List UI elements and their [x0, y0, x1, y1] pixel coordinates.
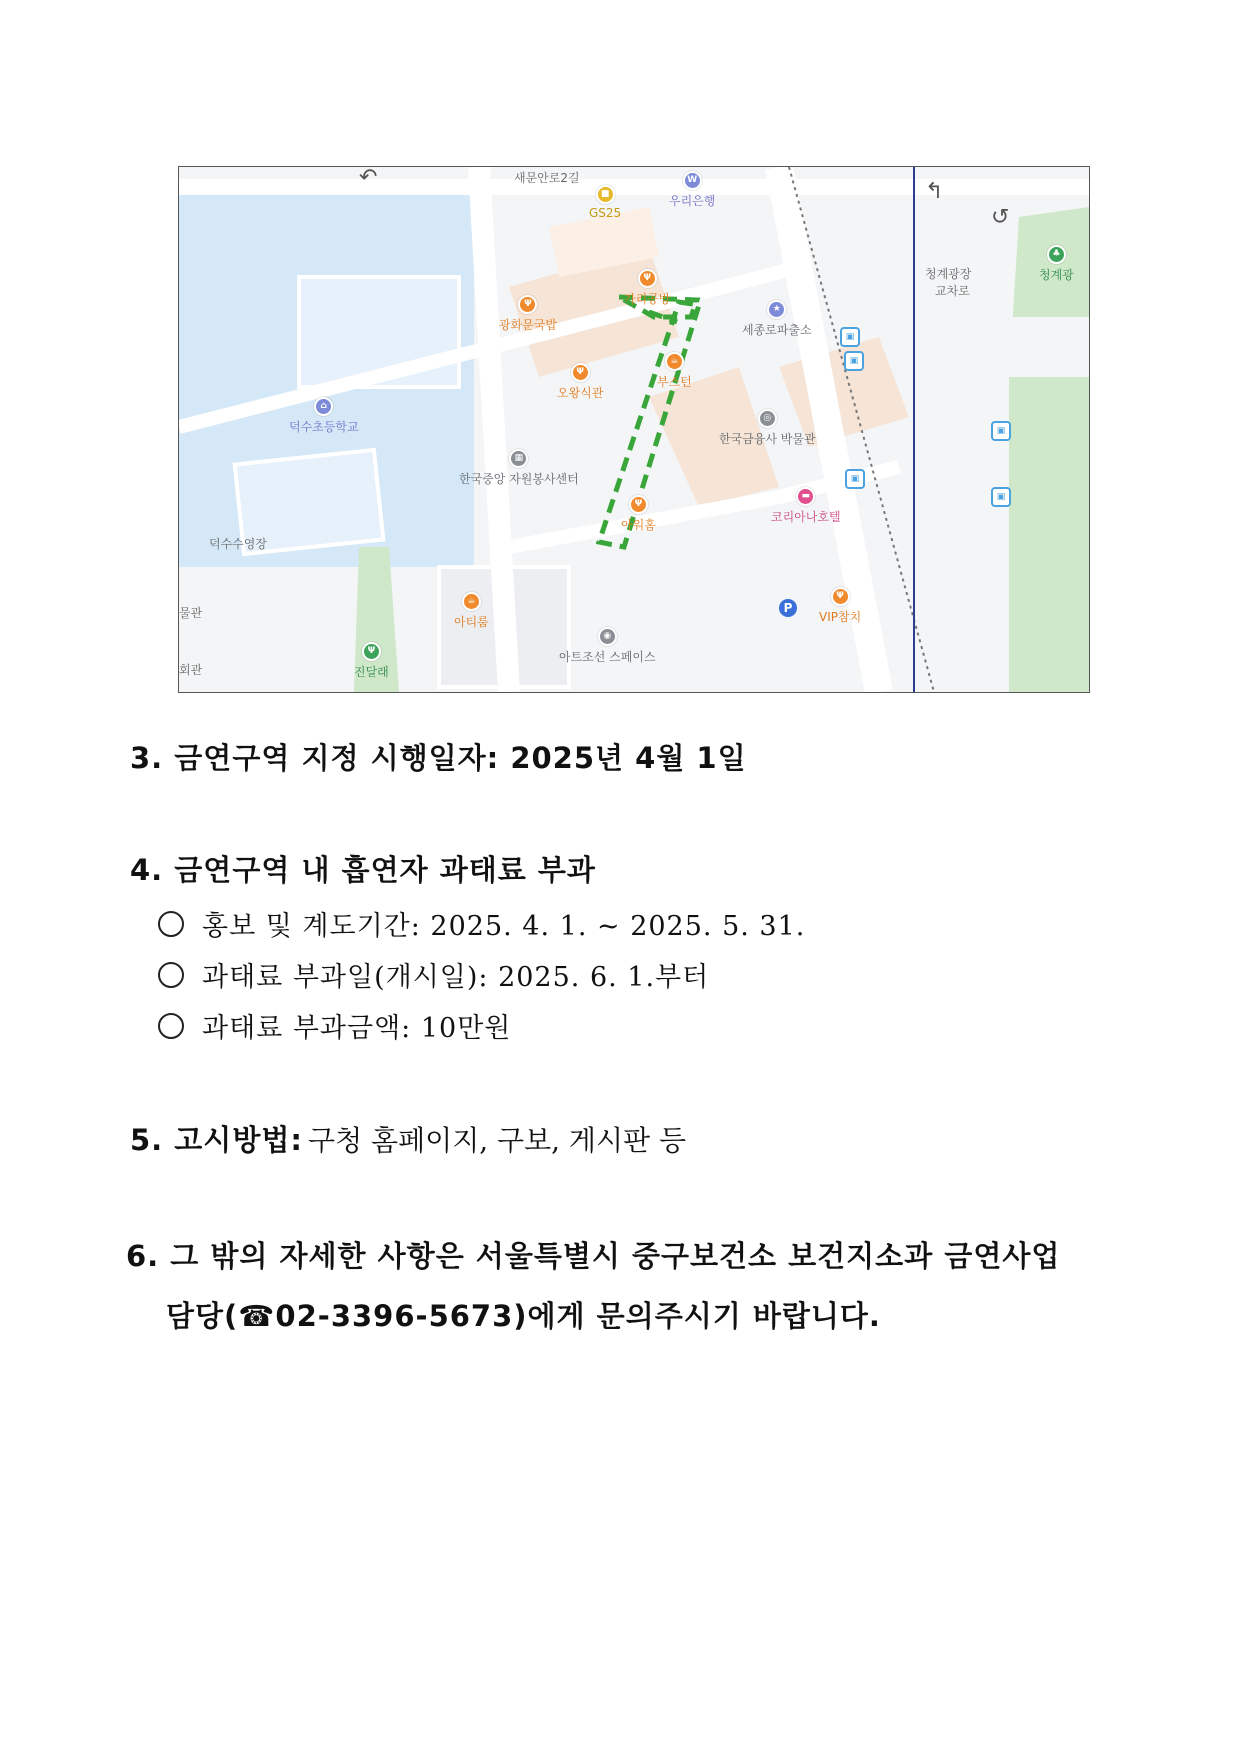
cafe-icon: ☕ [665, 352, 684, 371]
poi-atirum[interactable]: ☕ 아티룸 [454, 592, 489, 630]
bullet-text: 과태료 부과금액: 10만원 [202, 1013, 512, 1044]
poi-museum[interactable]: ◎ 한국금융사 박물관 [719, 409, 816, 447]
u-turn-right-icon: ↺ [991, 205, 1010, 230]
phone-icon: ☎ [238, 1299, 276, 1333]
bus-stop-icon[interactable]: ▣ [845, 469, 865, 489]
poi-jindallae[interactable]: Ψ 진달래 [354, 642, 389, 680]
bullet-item [158, 898, 805, 949]
restaurant-icon: Ψ [638, 269, 657, 288]
bus-stop-icon[interactable]: ▣ [991, 421, 1011, 441]
map-intersection-label-2: 교차로 [935, 284, 970, 298]
poi-koreana-hotel[interactable]: ▬ 코리아나호텔 [771, 487, 841, 525]
map-road-label: 새문안로2길 [514, 171, 580, 185]
poi-cheonggye[interactable]: ♣ 청계광 [1039, 245, 1074, 283]
park-gap [1009, 317, 1089, 377]
section-6 [126, 1226, 1146, 1346]
section-3 [130, 736, 747, 777]
bus-stop-icon[interactable]: ▣ [844, 351, 864, 371]
museum-icon: ◎ [758, 409, 777, 428]
bullet-item [158, 1000, 805, 1051]
map-intersection-label: 청계광장 [925, 267, 972, 281]
parking-icon[interactable]: P [779, 599, 797, 617]
u-turn-icon: ↶ [359, 166, 378, 190]
section-5-heading: 5. 고시방법: [130, 1123, 303, 1157]
cafe-icon: ☕ [462, 592, 481, 611]
building-icon: ▦ [509, 449, 528, 468]
park-icon: ♣ [1047, 245, 1066, 264]
section-5-body: 구청 홈페이지, 구보, 게시판 등 [308, 1124, 687, 1157]
police-icon: ★ [767, 300, 786, 319]
poi-restaurant-top[interactable]: Ψ 가리공방 [624, 269, 670, 307]
poi-gwanghwamun-gukbap[interactable]: Ψ 광화문국밥 [499, 295, 557, 333]
poi-deoksu-school[interactable]: ⌂ 덕수초등학교 [289, 397, 359, 435]
map-pool-label: 덕수수영장 [209, 537, 267, 551]
section-4 [130, 848, 596, 889]
gallery-icon: ◉ [598, 627, 617, 646]
bullet-item [158, 949, 805, 1000]
hotel-icon: ▬ [796, 487, 815, 506]
poi-woori-bank[interactable]: W 우리은행 [669, 171, 715, 209]
restaurant-icon: Ψ [362, 642, 381, 661]
turn-left-icon: ↰ [925, 179, 944, 204]
section-6-line-2 [126, 1286, 1146, 1346]
section-5 [130, 1118, 686, 1159]
circle-bullet-icon [158, 1013, 184, 1039]
circle-bullet-icon [158, 911, 184, 937]
store-icon: ■ [596, 185, 615, 204]
poi-boston[interactable]: ☕ 부스턴 [657, 352, 692, 390]
section-3-heading: 3. 금연구역 지정 시행일자: 2025년 4월 1일 [130, 741, 747, 775]
bus-stop-icon[interactable]: ▣ [991, 487, 1011, 507]
restaurant-icon: Ψ [518, 295, 537, 314]
section-4-heading: 4. 금연구역 내 흡연자 과태료 부과 [130, 853, 596, 887]
poi-police[interactable]: ★ 세종로파출소 [742, 300, 812, 338]
poi-volunteer-center[interactable]: ▦ 한국중앙 자원봉사센터 [459, 449, 579, 487]
school-icon: ⌂ [314, 397, 333, 416]
map-hall-left-label: 회관 [179, 663, 203, 677]
section-4-bullets [158, 898, 805, 1051]
bullet-text: 홍보 및 계도기간: 2025. 4. 1. ~ 2025. 5. 31. [202, 911, 806, 942]
bullet-text: 과태료 부과일(개시일): 2025. 6. 1.부터 [202, 962, 710, 993]
poi-gs25[interactable]: ■ GS25 [589, 185, 621, 220]
circle-bullet-icon [158, 962, 184, 988]
map-museum-left-label: 물관 [179, 606, 203, 620]
bank-icon: W [683, 171, 702, 190]
bus-stop-icon[interactable]: ▣ [840, 327, 860, 347]
poi-art-space[interactable]: ◉ 아트조선 스페이스 [559, 627, 656, 665]
map-image [178, 166, 1090, 693]
phone-number: 02-3396-5673 [275, 1299, 514, 1333]
poi-owang[interactable]: Ψ 오왕식관 [557, 363, 603, 401]
restaurant-icon: Ψ [629, 495, 648, 514]
poi-awihome[interactable]: Ψ 아워홈 [621, 495, 656, 533]
restaurant-icon: Ψ [571, 363, 590, 382]
section-6-suffix: )에게 문의주시기 바랍니다. [513, 1299, 881, 1333]
poi-vip-chamchi[interactable]: Ψ VIP참치 [819, 587, 861, 625]
restaurant-icon: Ψ [831, 587, 850, 606]
section-6-prefix: 담당( [166, 1299, 239, 1333]
section-6-line-1: 6. 그 밖의 자세한 사항은 서울특별시 중구보건소 보건지소과 금연사업 [126, 1239, 1061, 1273]
